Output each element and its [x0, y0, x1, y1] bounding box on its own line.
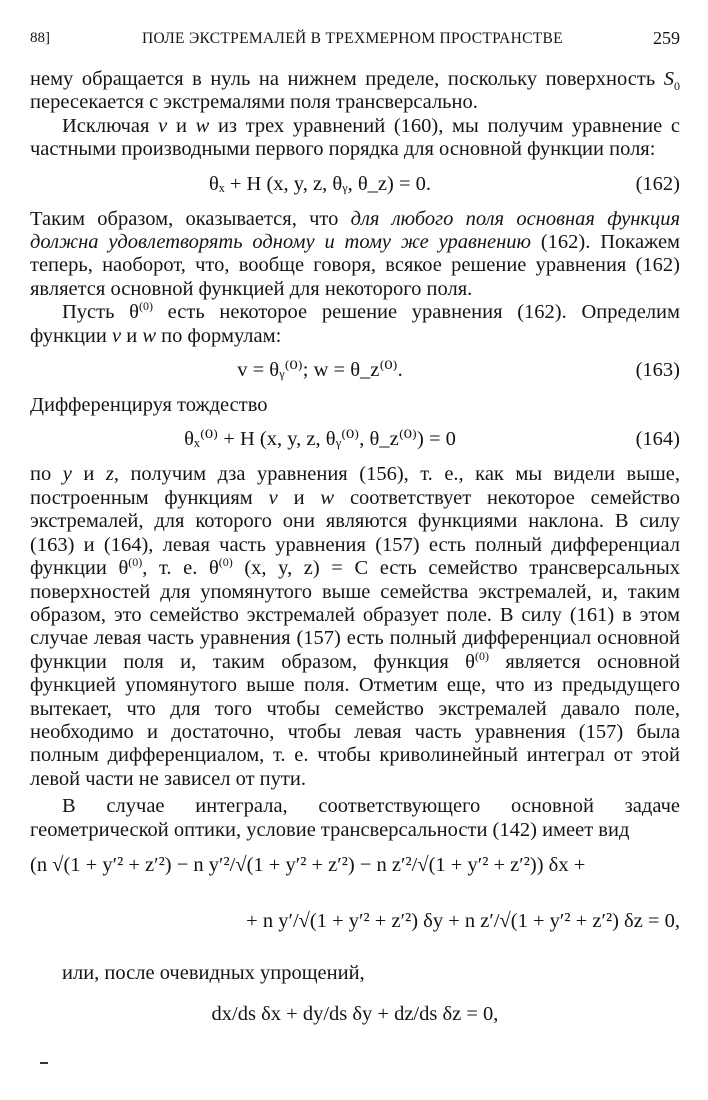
equation-simplified	[30, 991, 680, 1037]
equation-163	[30, 354, 680, 388]
equation-transversality-line-1	[30, 842, 680, 898]
paragraph-1: нему обращается в нуль на нижнем пределе, поскольку поверхность $S_0$ пересекается с экстремалями поля трансверсально.	[30, 68, 680, 114]
book-page	[30, 18, 680, 1088]
section-number: 88]	[30, 30, 50, 46]
equation-164	[30, 423, 680, 457]
running-title: ПОЛЕ ЭКСТРЕМАЛЕЙ В ТРЕХМЕРНОМ ПРОСТРАНСТВЕ	[142, 30, 563, 47]
paragraph-7: В случае интеграла, соответствующего основной задаче геометрической оптики, условие трансверсальности (142) имеет вид	[30, 795, 680, 841]
paragraph-2: Исключая v и w из трех уравнений (160), мы получим уравнение с частными производными первого порядка для основной функции поля:	[30, 114, 681, 161]
paragraph-5: Дифференцируя тождество	[30, 394, 268, 417]
italic-statement: для любого поля основная функция должна удовлетворять одному и тому же уравнению	[30, 207, 680, 254]
paragraph-8: или, после очевидных упрощений,	[62, 961, 365, 984]
equation-transversality-line-1-formula: (n √(1 + y′² + z′²) − n y′²/√(1 + y′² + z′²) − n z′²/√(1 + y′² + z′²)) δx +	[30, 853, 586, 876]
equation-164-formula: θₓ⁽⁰⁾ + H (x, y, z, θᵧ⁽⁰⁾, θ_z⁽⁰⁾) = 0	[184, 428, 456, 451]
paragraph-3: Таким образом, оказывается, что для любого поля основная функция должна удовлетворять одному и тому же уравнению (162). Покажем теперь, наоборот, что, вообще говоря, всякое решение уравнения (162) является основной функцией для некоторого поля.	[30, 207, 681, 300]
page-body	[30, 68, 680, 1043]
equation-162-number: (162)	[635, 172, 680, 195]
paragraph-6: по y и z, получим дза уравнения (156), т. е., как мы видели выше, построенным функциям v и w соответствует некоторое семейство экстремалей, для которого они являются функциями наклона. В силу (163) и (164), левая часть уравнения (157) есть полный дифференциал функции $\theta^{(0)}$, т. е. $\theta^{(0)}$ (x, y, z) = C есть семейство трансверсальных поверхностей для упомянутого выше семейства экстремалей, и, таким образом, это семейство экстремалей образует поле. В силу (161) в этом случае левая часть уравнения (157) есть полный дифференциал основной функции поля и, таким образом, функция $\theta^{(0)}$ является основной функцией упомянутого выше поля. Отметим еще, что из предыдущего вытекает, что для того чтобы семейство экстремалей давало поле, необходимо и достаточно, чтобы левая часть уравнения (157) была полным дифференциалом, т. е. чтобы криволинейный интеграл от этой левой части не зависел от пути.	[30, 463, 680, 790]
footer-dash-mark	[40, 1062, 48, 1064]
equation-162	[30, 168, 680, 202]
equation-transversality-line-2	[30, 898, 680, 954]
equation-164-number: (164)	[635, 428, 680, 451]
running-header	[30, 28, 680, 50]
equation-simplified-formula: dx/ds δx + dy/ds δy + dz/ds δz = 0,	[211, 1003, 499, 1026]
paragraph-4: Пусть $\theta^{(0)}$ есть некоторое решение уравнения (162). Определим функции v и w по формулам:	[30, 299, 680, 347]
equation-transversality-line-2-formula: + n y′/√(1 + y′² + z′²) δy + n z′/√(1 + y′² + z′²) δz = 0,	[246, 909, 680, 932]
page-number: 259	[653, 28, 680, 48]
equation-162-formula: θₓ + H (x, y, z, θᵧ, θ_z) = 0.	[208, 172, 432, 195]
equation-163-number: (163)	[635, 359, 680, 382]
equation-163-formula: v = θᵧ⁽⁰⁾; w = θ_z⁽⁰⁾.	[237, 359, 403, 382]
